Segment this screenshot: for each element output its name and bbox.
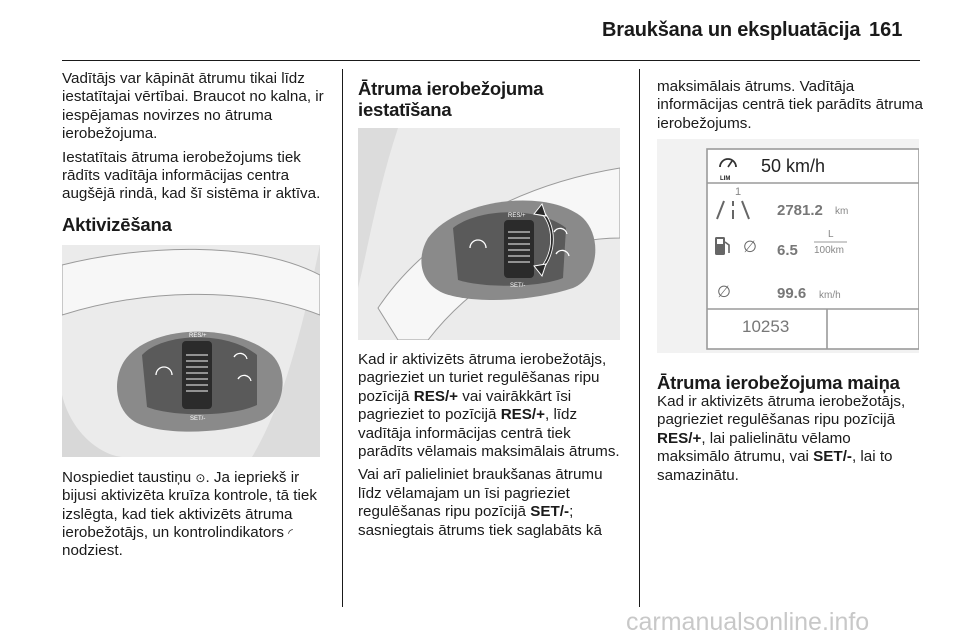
trip-unit: km bbox=[835, 206, 849, 217]
speed-limiter-icon: ⊙ bbox=[195, 470, 206, 485]
watermark: carmanualsonline.info bbox=[626, 608, 870, 636]
paragraph bbox=[657, 393, 925, 485]
text-run: vai vairākkārt īsi pagrieziet to pozīcijā bbox=[358, 387, 572, 424]
cruise-indicator-icon: ◜ bbox=[288, 526, 293, 541]
text-run: , lai to samazinātu. bbox=[657, 448, 893, 484]
paragraph bbox=[358, 351, 628, 461]
key-label: RES/+ bbox=[657, 429, 702, 447]
fuel-pump-icon bbox=[713, 235, 733, 257]
diameter-icon: ∅ bbox=[743, 239, 757, 256]
key-label: SET/- bbox=[813, 448, 852, 466]
text-run: ; sasniegtais ātrums tiek saglabāts kā bbox=[358, 503, 602, 539]
text-run: nodziest. bbox=[62, 542, 123, 560]
steering-wheel-figure bbox=[62, 245, 320, 457]
speed-value: 99.6 bbox=[777, 285, 807, 302]
text-run: Kad ir aktivizēts ātruma ierobežotājs, pagrieziet un turiet regulēšanas ripu pozīcijā bbox=[358, 351, 607, 405]
paragraph: Vadītājs var kāpināt ātrumu tikai līdz iestatītajai vērtībai. Braucot no kalna, ir iespējamas novirzes no ātruma ierobežojuma. bbox=[62, 70, 324, 143]
speed-limit-value: 50 km/h bbox=[761, 156, 826, 176]
key-label: SET/- bbox=[530, 503, 570, 521]
res-label: RES/+ bbox=[508, 213, 526, 219]
fuel-value: 6.5 bbox=[777, 242, 798, 259]
odometer-value: 10253 bbox=[742, 317, 790, 336]
column-divider bbox=[342, 69, 343, 607]
key-label: RES/+ bbox=[413, 387, 459, 405]
set-label: SET/- bbox=[510, 283, 526, 289]
paragraph bbox=[62, 469, 330, 561]
column-3-lower bbox=[657, 372, 925, 490]
column-1 bbox=[62, 70, 330, 566]
column-divider bbox=[639, 69, 640, 607]
diameter-icon: ∅ bbox=[717, 284, 731, 301]
steering-wheel-illustration bbox=[358, 128, 620, 340]
key-label: RES/+ bbox=[500, 406, 546, 424]
text-run: , līdz vadītāja informācijas centrā tiek parādīts vēlamais maksimālais ātrums. bbox=[358, 406, 620, 461]
text-run: . Ja iepriekš ir bijusi aktivizēta kruīza kontrole, tā tiek izslēgta, kad tiek aktivizēts ātruma ierobežotājs, un kontrolindikators bbox=[62, 468, 317, 542]
trip-index: 1 bbox=[735, 186, 742, 198]
speed-unit: km/h bbox=[819, 290, 841, 301]
res-label: RES/+ bbox=[189, 332, 207, 339]
page-header-title: Braukšana un ekspluatācija bbox=[602, 19, 861, 41]
section-heading: Ātruma ierobežojuma maiņa bbox=[657, 372, 900, 393]
fuel-unit-bottom: 100km bbox=[814, 245, 845, 256]
paragraph: maksimālais ātrums. Vadītāja informācijas centrā tiek parādīts ātruma ierobežojums. bbox=[657, 78, 923, 132]
column-2 bbox=[358, 78, 628, 545]
section-heading: Aktivizēšana bbox=[62, 213, 172, 235]
fuel-unit-top: L bbox=[828, 229, 834, 240]
paragraph bbox=[358, 466, 628, 540]
section-heading: Ātruma ierobežojuma iestatīšana bbox=[358, 78, 544, 120]
driver-info-display bbox=[657, 139, 919, 353]
text-run: Kad ir aktivizēts ātruma ierobežotājs, pagrieziet regulēšanas ripu pozīcijā bbox=[657, 393, 906, 429]
steering-wheel-illustration bbox=[62, 245, 320, 457]
page-number: 161 bbox=[869, 19, 903, 41]
set-label: SET/- bbox=[190, 415, 206, 422]
steering-wheel-figure bbox=[358, 128, 620, 340]
text-run: Vai arī palieliniet braukšanas ātrumu līdz vēlamajam un īsi pagrieziet regulēšanas ripu pozīcijā bbox=[358, 466, 603, 521]
text-run: , lai palielinātu vēlamo maksimālo ātrumu, vai bbox=[657, 429, 851, 466]
lim-label: LIM bbox=[720, 176, 731, 182]
paragraph: Iestatītais ātruma ierobežojums tiek rādīts vadītāja informācijas centra augšējā rindā, kad šī sistēma ir aktīva. bbox=[62, 148, 321, 203]
trip-value: 2781.2 bbox=[777, 202, 823, 219]
text-run: Nospiediet taustiņu bbox=[62, 468, 192, 486]
road-icon bbox=[715, 199, 751, 221]
header-rule bbox=[62, 60, 920, 61]
column-3 bbox=[657, 78, 925, 138]
